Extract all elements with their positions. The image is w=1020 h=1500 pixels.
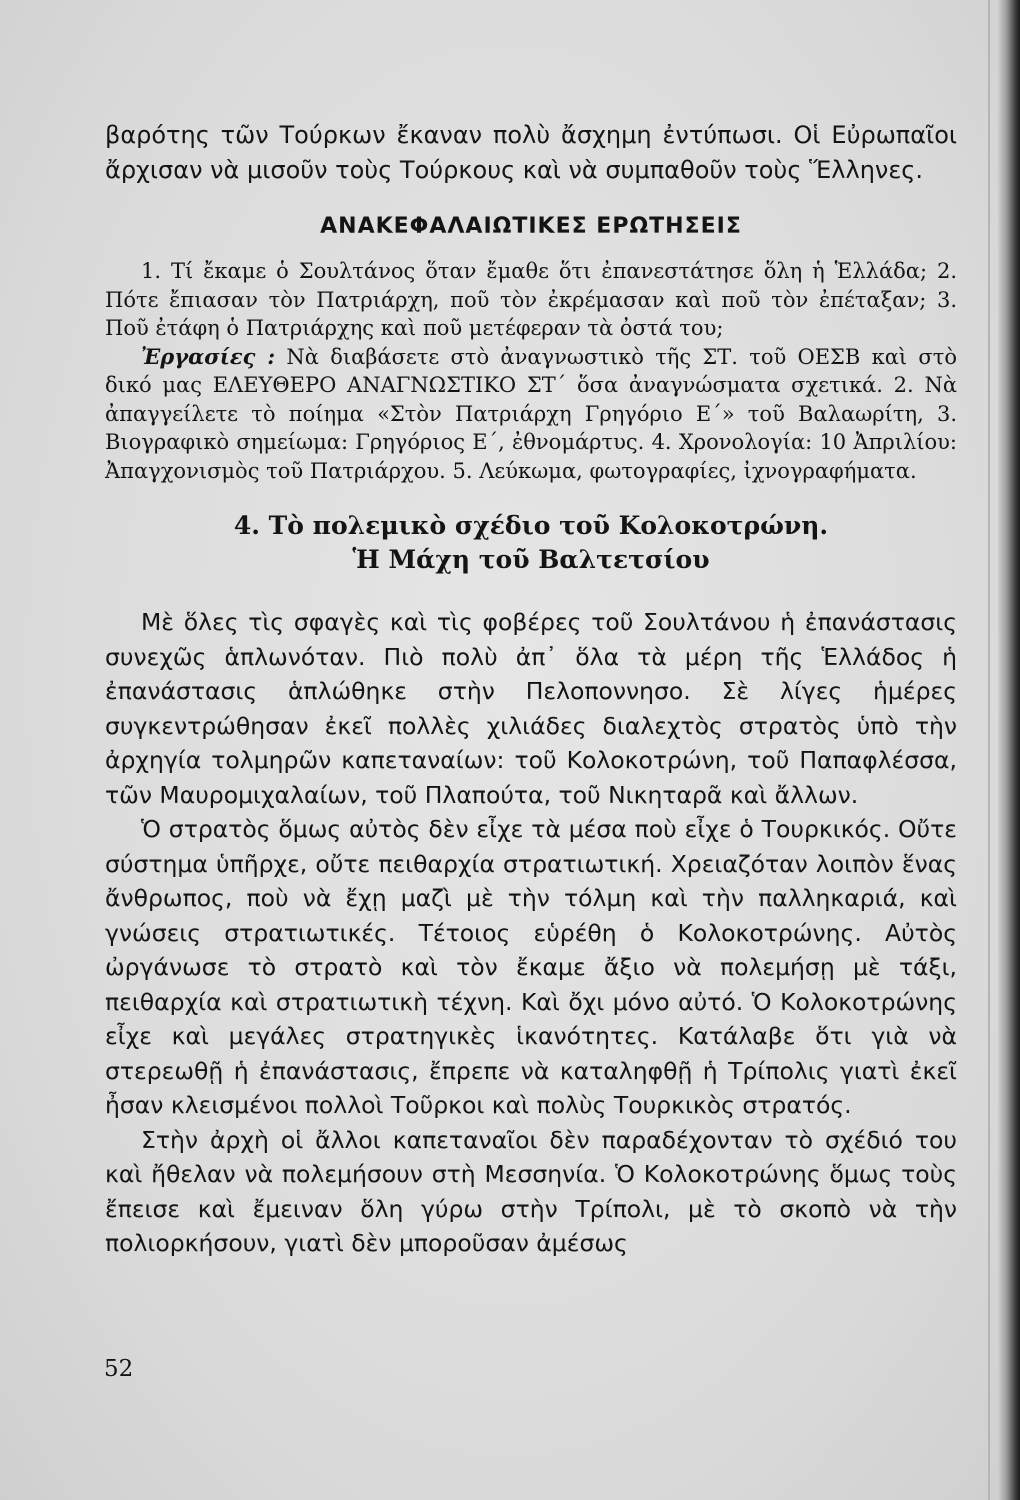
exercises-text: Νὰ διαβάσετε στὸ ἀναγνωστικὸ τῆς ΣΤ. τοῦ ΟΕΣΒ καὶ στὸ δικό μας ΕΛΕΥΘΕΡΟ ΑΝΑΓΝΩΣΤΙΚΟ ΣΤ΄ ὅσα ἀναγνώσματα σχετικά. 2. Νὰ ἀπαγγείλετε τὸ ποίημα «Στὸν Πατριάρχη Γρηγόριο Ε΄» τοῦ Βαλαωρίτη, 3. Βιογραφικὸ σημείωμα: Γρηγόριος Ε΄, ἐθνομάρτυς. 4. Χρονολογία: 10 Ἀπριλίου: Ἀπαγχονισμὸς τοῦ Πατριάρχου. 5. Λεύκωμα, φωτογραφίες, ἰχνογραφήματα. — [105, 344, 957, 483]
exercises-label: Ἐργασίες : — [141, 343, 276, 369]
intro-paragraph: βαρότης τῶν Τούρκων ἔκαναν πολὺ ἄσχημη ἐντύπωσι. Οἱ Εὐρωπαῖοι ἄρχισαν νὰ μισοῦν τοὺς Τούρκους καὶ νὰ συμπαθοῦν τοὺς Ἕλληνες. — [105, 121, 957, 184]
questions-text: 1. Τί ἔκαμε ὁ Σουλτάνος ὅταν ἔμαθε ὅτι ἐπανεστάτησε ὅλη ἡ Ἑλλάδα; 2. Πότε ἔπιασαν τὸν Πατριάρχη, ποῦ τὸν ἐκρέμασαν καὶ ποῦ τὸν ἐπέταξαν; 3. Ποῦ ἐτάφη ὁ Πατριάρχης καὶ ποῦ μετέφεραν τὰ ὀστά του; — [105, 259, 957, 340]
page-number: 52 — [104, 1356, 134, 1382]
section-title-line2: Ἡ Μάχη τοῦ Βαλτετσίου — [352, 545, 710, 574]
section-title-line1: 4. Τὸ πολεμικὸ σχέδιο τοῦ Κολοκοτρώνη. — [233, 511, 829, 540]
exercises-block — [105, 343, 957, 486]
section-title — [105, 509, 957, 577]
body-paragraph-1: Μὲ ὅλες τὶς σφαγὲς καὶ τὶς φοβέρες τοῦ Σουλτάνου ἡ ἐπανάστασις συνεχῶς ἁπλωνόταν. Πιὸ πολὺ ἀπ᾽ ὅλα τὰ μέρη τῆς Ἑλλάδος ἡ ἐπανάστασις ἁπλώθηκε στὴν Πελοποννησο. Σὲ λίγες ἡμέρες συγκεντρώθησαν ἐκεῖ πολλὲς χιλιάδες διαλεχτὸς στρατὸς ὑπὸ τὴν ἀρχηγία τολμηρῶν καπεταναίων: τοῦ Κολοκοτρώνη, τοῦ Παπαφλέσσα, τῶν Μαυρομιχαλαίων, τοῦ Πλαπούτα, τοῦ Νικηταρᾶ καὶ ἄλλων. — [105, 608, 957, 809]
body-paragraph-3: Στὴν ἀρχὴ οἱ ἄλλοι καπεταναῖοι δὲν παραδέχονταν τὸ σχέδιό του καὶ ἤθελαν νὰ πολεμήσουν στὴ Μεσσηνία. Ὁ Κολοκοτρώνης ὅμως τοὺς ἔπεισε καὶ ἔμειναν ὅλη γύρω στὴν Τρίπολι, μὲ τὸ σκοπὸ νὰ τὴν πολιορκήσουν, γιατὶ δὲν μποροῦσαν ἀμέσως — [105, 1125, 957, 1257]
book-binding — [998, 0, 1020, 1500]
page-content — [105, 118, 957, 1261]
body-paragraph-2: Ὁ στρατὸς ὅμως αὐτὸς δὲν εἶχε τὰ μέσα ποὺ εἶχε ὁ Τουρκικός. Οὔτε σύστημα ὑπῆρχε, οὔτε πειθαρχία στρατιωτική. Χρειαζόταν λοιπὸν ἕνας ἄνθρωπος, ποὺ νὰ ἔχῃ μαζὶ μὲ τὴν τόλμη καὶ τὴν παλληκαριά, καὶ γνώσεις στρατιωτικές. Τέτοιος εὑρέθη ὁ Κολοκοτρώνης. Αὐτὸς ὠργάνωσε τὸ στρατὸ καὶ τὸν ἔκαμε ἄξιο νὰ πολεμήσῃ μὲ τάξι, πειθαρχία καὶ στρατιωτικὴ τέχνη. Καὶ ὄχι μόνο αὐτό. Ὁ Κολοκοτρώνης εἶχε καὶ μεγάλες στρατηγικὲς ἱκανότητες. Κατάλαβε ὅτι γιὰ νὰ στερεωθῇ ἡ ἐπανάστασις, ἔπρεπε νὰ καταληφθῇ ἡ Τρίπολις γιατὶ ἐκεῖ ἦσαν κλεισμένοι πολλοὶ Τοῦρκοι καὶ πολὺς Τουρκικὸς στρατός. — [105, 815, 957, 1119]
questions-heading: ΑΝΑΚΕΦΑΛΑΙΩΤΙΚΕΣ ΕΡΩΤΗΣΕΙΣ — [320, 214, 742, 239]
page-edge-line — [988, 0, 990, 1500]
